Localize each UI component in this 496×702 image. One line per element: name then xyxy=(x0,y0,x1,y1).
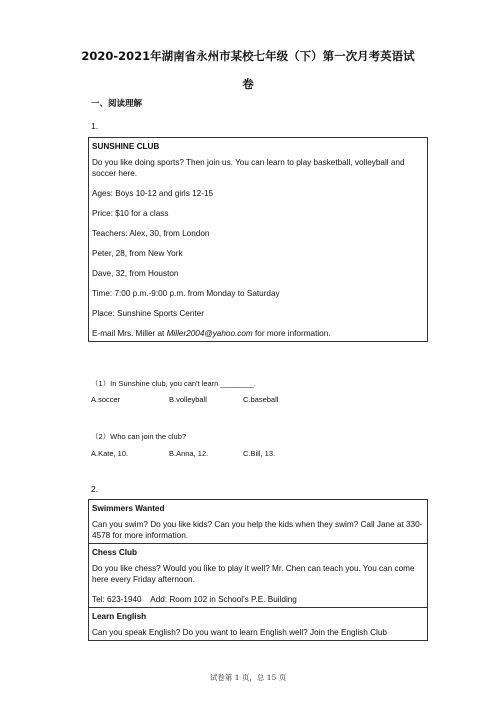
chess-text: Do you like chess? Would you like to play it well? Mr. Chen can teach you. You can come here every Friday afternoon. xyxy=(92,564,415,584)
option-b[interactable]: B.Anna, 12. xyxy=(169,449,209,458)
email-address: Miller2004@yahoo.com xyxy=(166,329,253,338)
notice-teacher-1: Teachers: Alex, 30, from London xyxy=(92,229,210,238)
notice-email xyxy=(92,328,424,339)
page-footer: 试卷第 1 页，总 15 页 xyxy=(209,673,287,682)
option-c[interactable]: C.Bill, 13. xyxy=(243,449,276,458)
notice-teacher-3: Dave, 32, from Houston xyxy=(92,269,179,278)
notice-price: Price: $10 for a class xyxy=(92,209,169,218)
sunshine-club-notice xyxy=(88,137,428,342)
document-title-line2: 卷 xyxy=(242,77,254,91)
email-prefix: E-mail Mrs. Miller at xyxy=(92,329,167,338)
notice-cell xyxy=(89,138,427,341)
notice-intro: Do you like doing sports? Then join us. You can learn to play basketball, volleyball and soccer here. xyxy=(92,158,405,178)
english-text: Can you speak English? Do you want to learn English well? Join the English Club xyxy=(92,628,387,637)
section-title: 一、阅读理解 xyxy=(91,99,143,109)
email-suffix: for more information. xyxy=(252,329,331,338)
option-b[interactable]: B.volleyball xyxy=(169,395,207,404)
notices-table xyxy=(88,499,428,641)
chess-cell xyxy=(89,543,427,607)
notice-teacher-2: Peter, 28, from New York xyxy=(92,249,183,258)
option-c[interactable]: C.baseball xyxy=(243,395,279,404)
english-cell xyxy=(89,607,427,640)
notice-time: Time: 7:00 p.m.-9:00 p.m. from Monday to Saturday xyxy=(92,289,280,298)
document-title-line1: 2020-2021年湖南省永州市某校七年级（下）第一次月考英语试 xyxy=(81,49,415,63)
option-a[interactable]: A.soccer xyxy=(91,395,121,404)
option-a[interactable]: A.Kate, 10. xyxy=(91,449,129,458)
swimmers-cell xyxy=(89,500,427,543)
question-number-1: 1. xyxy=(91,121,99,131)
question-1-1: （1）In Sunshine club, you can't learn ________. xyxy=(91,379,256,388)
swimmers-text: Can you swim? Do you like kids? Can you help the kids when they swim? Call Jane at 330-4578 for more information. xyxy=(92,520,423,540)
chess-heading: Chess Club xyxy=(92,548,138,557)
chess-contact: Tel: 623-1940 Add: Room 102 in School's P.E. Building xyxy=(92,595,297,604)
english-heading: Learn English xyxy=(92,612,147,621)
question-1-2: （2）Who can join the club? xyxy=(91,432,187,441)
swimmers-heading: Swimmers Wanted xyxy=(92,504,165,513)
notice-ages: Ages: Boys 10-12 and girls 12-15 xyxy=(92,189,214,198)
notice-place: Place: Sunshine Sports Center xyxy=(92,309,204,318)
notice-heading: SUNSHINE CLUB xyxy=(92,142,160,151)
question-number-2: 2. xyxy=(91,484,99,494)
